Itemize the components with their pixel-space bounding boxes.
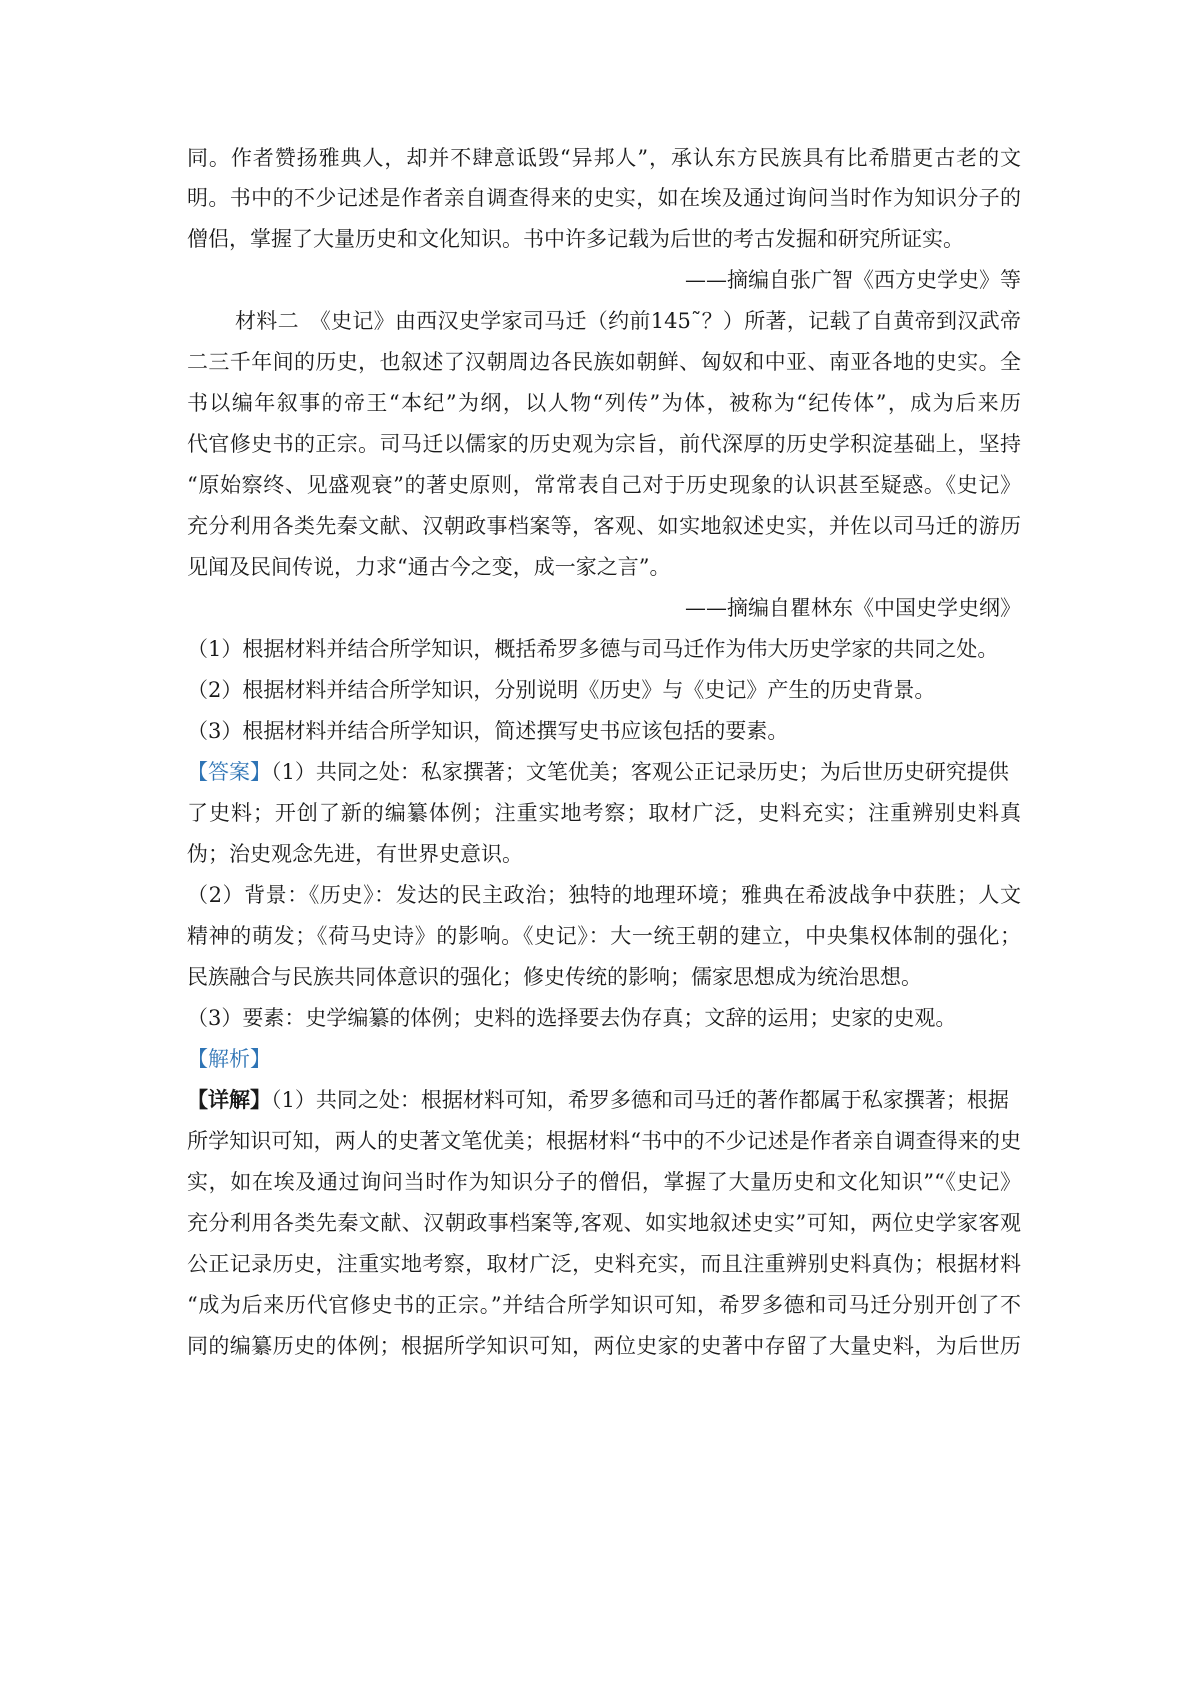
detail-first-line-rest: （1）共同之处：根据材料可知，希罗多德和司马迁的著作都属于私家撰著；根据	[271, 1088, 1009, 1112]
analysis-tag: 【解析】	[187, 1047, 271, 1071]
detail-tag: 【详解】	[187, 1087, 271, 1112]
answer-part2-line-3: 民族融合与民族共同体意识的强化；修史传统的影响；儒家思想成为统治思想。	[187, 965, 922, 989]
detail-line-2: 所学知识可知，两人的史著文笔优美；根据材料“书中的不少记述是作者亲自调查得来的史	[187, 1129, 1021, 1153]
question-2: （2）根据材料并结合所学知识，分别说明《历史》与《史记》产生的历史背景。	[187, 678, 936, 702]
material-two-line-5: “原始察终、见盛观衰”的著史原则，常常表自己对于历史现象的认识甚至疑惑。《史记》	[187, 473, 1021, 497]
material-two-line-2: 二三千年间的历史，也叙述了汉朝周边各民族如朝鲜、匈奴和中亚、南亚各地的史实。全	[187, 350, 1021, 374]
detail-line-1	[187, 1086, 1009, 1114]
material-two-line-7: 见闻及民间传说，力求“通古今之变，成一家之言”。	[187, 555, 671, 579]
answer-part2-line-2: 精神的萌发；《荷马史诗》的影响。《史记》：大一统王朝的建立，中央集权体制的强化；	[187, 924, 1021, 948]
detail-line-4: 充分利用各类先秦文献、汉朝政事档案等,客观、如实地叙述史实”可知，两位史学家客观	[187, 1211, 1021, 1235]
answer-part3: （3）要素：史学编纂的体例；史料的选择要去伪存真；文辞的运用；史家的史观。	[187, 1006, 957, 1030]
answer-part1-line-3: 伪；治史观念先进，有世界史意识。	[187, 842, 523, 866]
detail-line-7: 同的编纂历史的体例；根据所学知识可知，两位史家的史著中存留了大量史料，为后世历	[187, 1334, 1021, 1358]
material-two-source: ——摘编自瞿林东《中国史学史纲》	[685, 596, 1021, 620]
answer-part2-line-1: （2）背景：《历史》：发达的民主政治；独特的地理环境；雅典在希波战争中获胜；人文	[187, 883, 1021, 907]
material-one-source: ——摘编自张广智《西方史学史》等	[685, 268, 1021, 292]
answer-line-1	[187, 758, 1009, 786]
detail-line-6: “成为后来历代官修史书的正宗。”并结合所学知识可知，希罗多德和司马迁分别开创了不	[187, 1293, 1021, 1317]
material-two-line-3: 书以编年叙事的帝王“本纪”为纲，以人物“列传”为体，被称为“纪传体”，成为后来历	[187, 391, 1021, 415]
answer-part1-line-2: 了史料；开创了新的编纂体例；注重实地考察；取材广泛，史料充实；注重辨别史料真	[187, 801, 1021, 825]
detail-line-3: 实，如在埃及通过询问当时作为知识分子的僧侣，掌握了大量历史和文化知识”“《史记》	[187, 1170, 1021, 1194]
material-two-line-6: 充分利用各类先秦文献、汉朝政事档案等，客观、如实地叙述史实，并佐以司马迁的游历	[187, 514, 1021, 538]
material-one-line-1: 同。作者赞扬雅典人，却并不肆意诋毁“异邦人”，承认东方民族具有比希腊更古老的文	[187, 146, 1021, 170]
answer-part1-line-1: （1）共同之处：私家撰著；文笔优美；客观公正记录历史；为后世历史研究提供	[271, 760, 1009, 784]
material-two-line-1: 材料二 《史记》由西汉史学家司马迁（约前145˜？）所著，记载了自黄帝到汉武帝	[235, 309, 1021, 333]
question-3: （3）根据材料并结合所学知识，简述撰写史书应该包括的要素。	[187, 719, 789, 743]
material-one-line-3: 僧侣，掌握了大量历史和文化知识。书中许多记载为后世的考古发掘和研究所证实。	[187, 227, 964, 251]
material-two-line-4: 代官修史书的正宗。司马迁以儒家的历史观为宗旨，前代深厚的历史学积淀基础上，坚持	[187, 432, 1021, 456]
answer-tag: 【答案】	[187, 760, 271, 784]
detail-line-5: 公正记录历史，注重实地考察，取材广泛，史料充实，而且注重辨别史料真伪；根据材料	[187, 1252, 1021, 1276]
material-one-line-2: 明。书中的不少记述是作者亲自调查得来的史实，如在埃及通过询问当时作为知识分子的	[187, 186, 1021, 210]
question-1: （1）根据材料并结合所学知识，概括希罗多德与司马迁作为伟大历史学家的共同之处。	[187, 637, 999, 661]
